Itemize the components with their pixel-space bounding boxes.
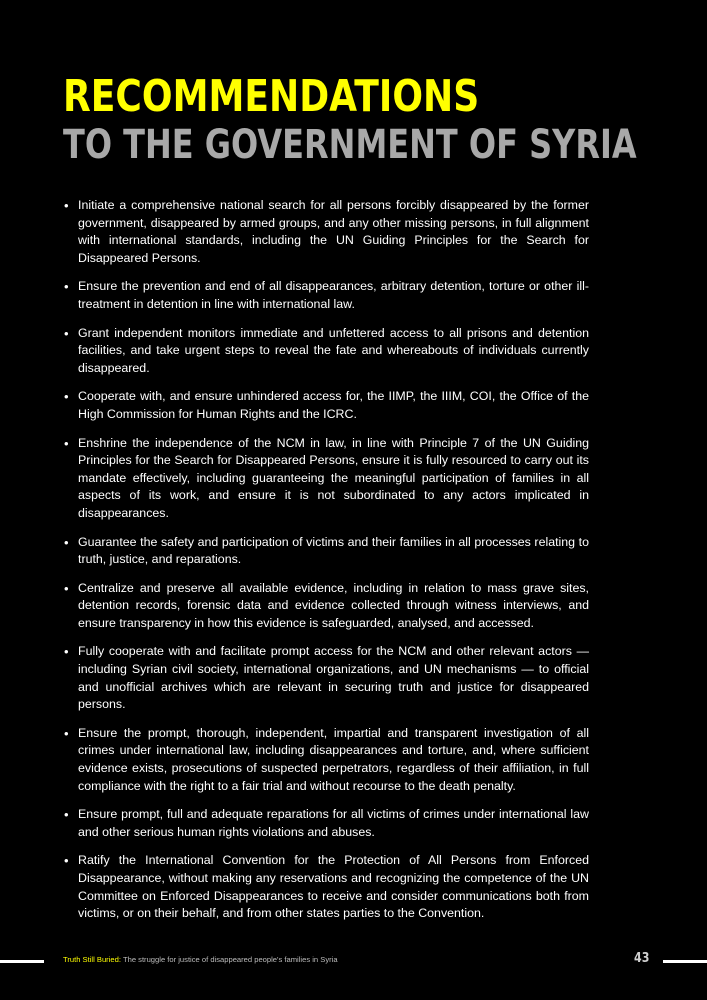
bullet-icon: • xyxy=(64,807,69,823)
bullet-icon: • xyxy=(64,279,69,295)
bullet-icon: • xyxy=(64,853,69,869)
recommendation-text: Ratify the International Convention for the Protection of All Persons from Enforced Disappearance, without making any reservations and recognizing the competence of the UN Committee on Enforced Disappearances to receive and consider communications both from victims, or on their behalf, and from other states parties to the Convention. xyxy=(78,853,589,921)
bullet-icon: • xyxy=(64,198,69,213)
recommendation-text: Enshrine the independence of the NCM in law, in line with Principle 7 of the UN Guiding Principles for the Search for Disappeared Persons, ensure it is fully resourced to carry out its mandate effectively, including guaranteeing the meaningful participation of families in all aspects of its work, and ensure it is not subordinated to any actors implicated in disappearances. xyxy=(78,435,589,520)
recommendation-item xyxy=(63,278,589,313)
footer-caption xyxy=(63,954,338,966)
page-footer xyxy=(0,948,707,970)
recommendation-text: Cooperate with, and ensure unhindered access for, the IIMP, the IIIM, COI, the Office of the High Commission for Human Rights and the ICRC. xyxy=(78,389,589,421)
recommendation-text: Ensure the prevention and end of all disappearances, arbitrary detention, torture or other ill-treatment in detention in line with international law. xyxy=(78,279,589,311)
bullet-icon: • xyxy=(64,644,69,660)
recommendation-text: Grant independent monitors immediate and unfettered access to all prisons and detention facilities, and take urgent steps to reveal the fate and whereabouts of individuals currently disappeared. xyxy=(78,325,589,375)
recommendation-item xyxy=(63,534,589,569)
recommendation-item xyxy=(63,806,589,841)
bullet-icon: • xyxy=(64,580,69,596)
recommendation-item xyxy=(63,852,589,922)
recommendation-item xyxy=(63,580,589,633)
footer-rule-left xyxy=(0,960,44,963)
heading xyxy=(63,72,663,168)
bullet-icon: • xyxy=(64,534,69,550)
recommendation-text: Ensure the prompt, thorough, independent, impartial and transparent investigation of all crimes under international law, including disappearances and torture, and, where sufficient evidence exists, prosecutions of suspected perpetrators, regardless of their affiliation, in full compliance with the right to a fair trial and without recourse to the death penalty. xyxy=(78,725,589,793)
recommendation-text: Guarantee the safety and participation of victims and their families in all processes relating to truth, justice, and reparations. xyxy=(78,534,589,567)
recommendation-text: Fully cooperate with and facilitate prompt access for the NCM and other relevant actors — including Syrian civil society, international organizations, and UN mechanisms — to official and unofficial archives which are relevant in securing truth and justice for disappeared persons. xyxy=(78,644,589,712)
recommendation-text: Initiate a comprehensive national search for all persons forcibly disappeared by the former government, disappeared by armed groups, and any other missing persons, in full alignment with international standards, including the UN Guiding Principles for the Search for Disappeared Persons. xyxy=(78,198,589,265)
recommendation-item xyxy=(63,435,589,523)
recommendation-text: Ensure prompt, full and adequate reparations for all victims of crimes under international law and other serious human rights violations and abuses. xyxy=(78,807,589,839)
recommendation-item xyxy=(63,388,589,423)
page-number: 43 xyxy=(634,951,650,966)
recommendation-item xyxy=(63,197,589,267)
page-title: RECOMMENDATIONS xyxy=(63,71,480,122)
footer-report-subtitle: The struggle for justice of disappeared people's families in Syria xyxy=(122,955,338,964)
recommendation-item xyxy=(63,643,589,713)
bullet-icon: • xyxy=(64,435,69,451)
recommendations-list xyxy=(63,197,589,934)
bullet-icon: • xyxy=(64,325,69,341)
recommendation-text: Centralize and preserve all available evidence, including in relation to mass grave sites, detention records, forensic data and evidence collected through witness interviews, and ensure transparency in how this evidence is safeguarded, analysed, and accessed. xyxy=(78,580,589,630)
bullet-icon: • xyxy=(64,725,69,741)
page-subtitle: TO THE GOVERNMENT OF SYRIA xyxy=(63,122,637,168)
bullet-icon: • xyxy=(64,389,69,405)
footer-report-title: Truth Still Buried: xyxy=(63,955,121,964)
recommendation-item xyxy=(63,725,589,795)
footer-rule-right xyxy=(663,960,707,963)
recommendation-item xyxy=(63,325,589,378)
